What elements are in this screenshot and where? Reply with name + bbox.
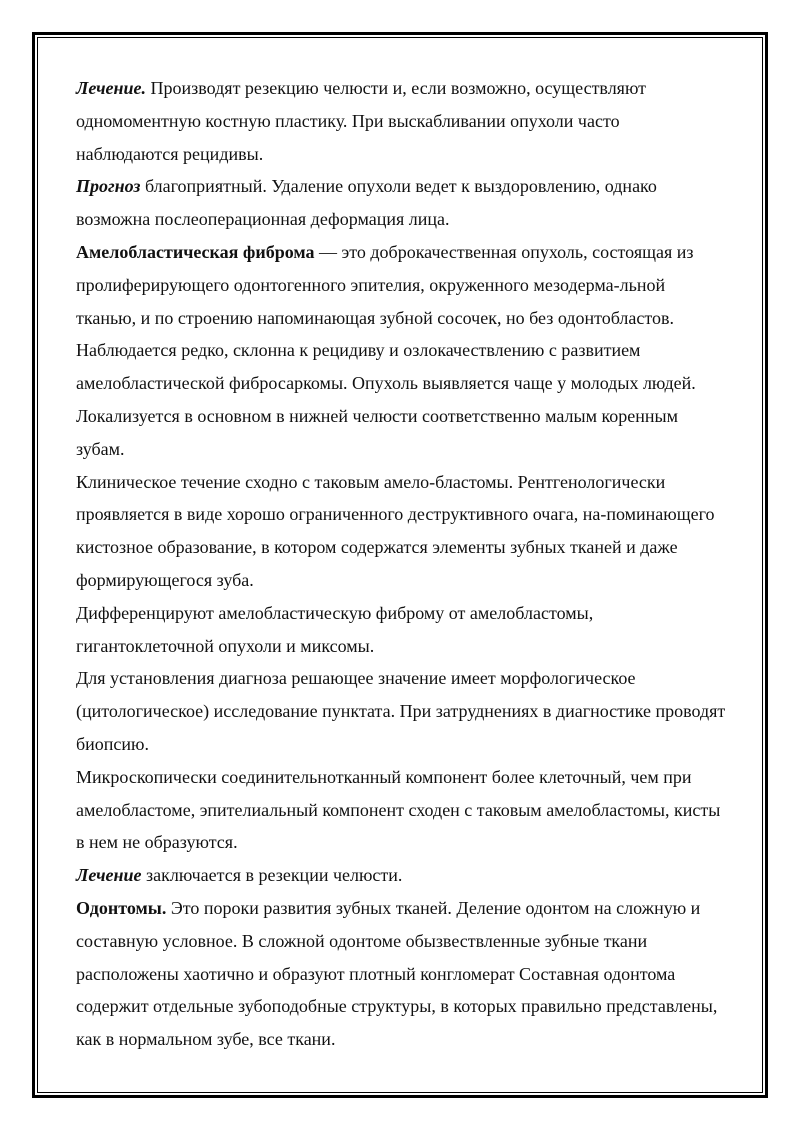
paragraph-text: Для установления диагноза решающее значение имеет морфологическое (цитологическое) исследование пунктата. При затруднениях в диагностике проводят биопсию.: [76, 668, 726, 754]
paragraph-treatment-2: [76, 859, 726, 892]
paragraph-text: благоприятный. Удаление опухоли ведет к выздоровлению, однако возможна послеоперационная деформация лица.: [76, 176, 657, 230]
paragraph-lead: Амелобластическая фиброма: [76, 241, 315, 262]
paragraph-clinical-course: [76, 466, 726, 597]
paragraph-text: Клиническое течение сходно с таковым амело-бластомы. Рентгенологически проявляется в виде хорошо ограниченного деструктивного очага, на-поминающего кистозное образование, в котором содержатся элементы зубных тканей и даже формирующегося зуба.: [76, 471, 715, 590]
paragraph-microscopy: [76, 761, 726, 859]
paragraph-text: Дифференцируют амелобластическую фиброму от амелобластомы, гигантоклеточной опухоли и миксомы.: [76, 602, 594, 656]
paragraph-text: Это пороки развития зубных тканей. Деление одонтом на сложную и составную условное. В сложной одонтоме обызвествленные зубные ткани расположены хаотично и образуют плотный конгломерат Составная одонтома содержит отдельные зубоподобные структуры, в которых правильно представлены, как в нормальном зубе, все ткани.: [76, 897, 718, 1050]
paragraph-text: Микроскопически соединительнотканный компонент более клеточный, чем при амелобластоме, эпителиальный компонент сходен с таковым амелобластомы, кисты в нем не образуются.: [76, 766, 721, 853]
paragraph-lead: Лечение: [76, 865, 142, 886]
paragraph-text: Производят резекцию челюсти и, если возможно, осуществляют одномоментную костную пластику. При выскабливании опухоли часто наблюдаются рецидивы.: [76, 78, 647, 164]
document-body: [76, 72, 726, 1056]
paragraph-prognosis: [76, 170, 726, 236]
paragraph-ameloblastic-fibroma: [76, 236, 726, 466]
paragraph-treatment: [76, 72, 726, 170]
paragraph-text: — это доброкачественная опухоль, состоящая из пролиферирующего одонтогенного эпителия, окруженного мезодерма-льной тканью, и по строению напоминающая зубной сосочек, но без одонтобластов. Наблюдается редко, склонна к рецидиву и озлокачествлению с развитием амелобластической фибросаркомы. Опухоль выявляется чаще у молодых людей. Локализуется в основном в нижней челюсти соответственно малым коренным зубам.: [76, 241, 696, 459]
paragraph-odontomas: [76, 892, 726, 1056]
paragraph-lead: Прогноз: [76, 176, 141, 197]
paragraph-diagnosis: [76, 662, 726, 760]
paragraph-lead: Лечение.: [76, 78, 147, 98]
paragraph-text: заключается в резекции челюсти.: [141, 865, 403, 886]
paragraph-lead: Одонтомы.: [76, 897, 167, 918]
paragraph-differential: [76, 597, 726, 663]
